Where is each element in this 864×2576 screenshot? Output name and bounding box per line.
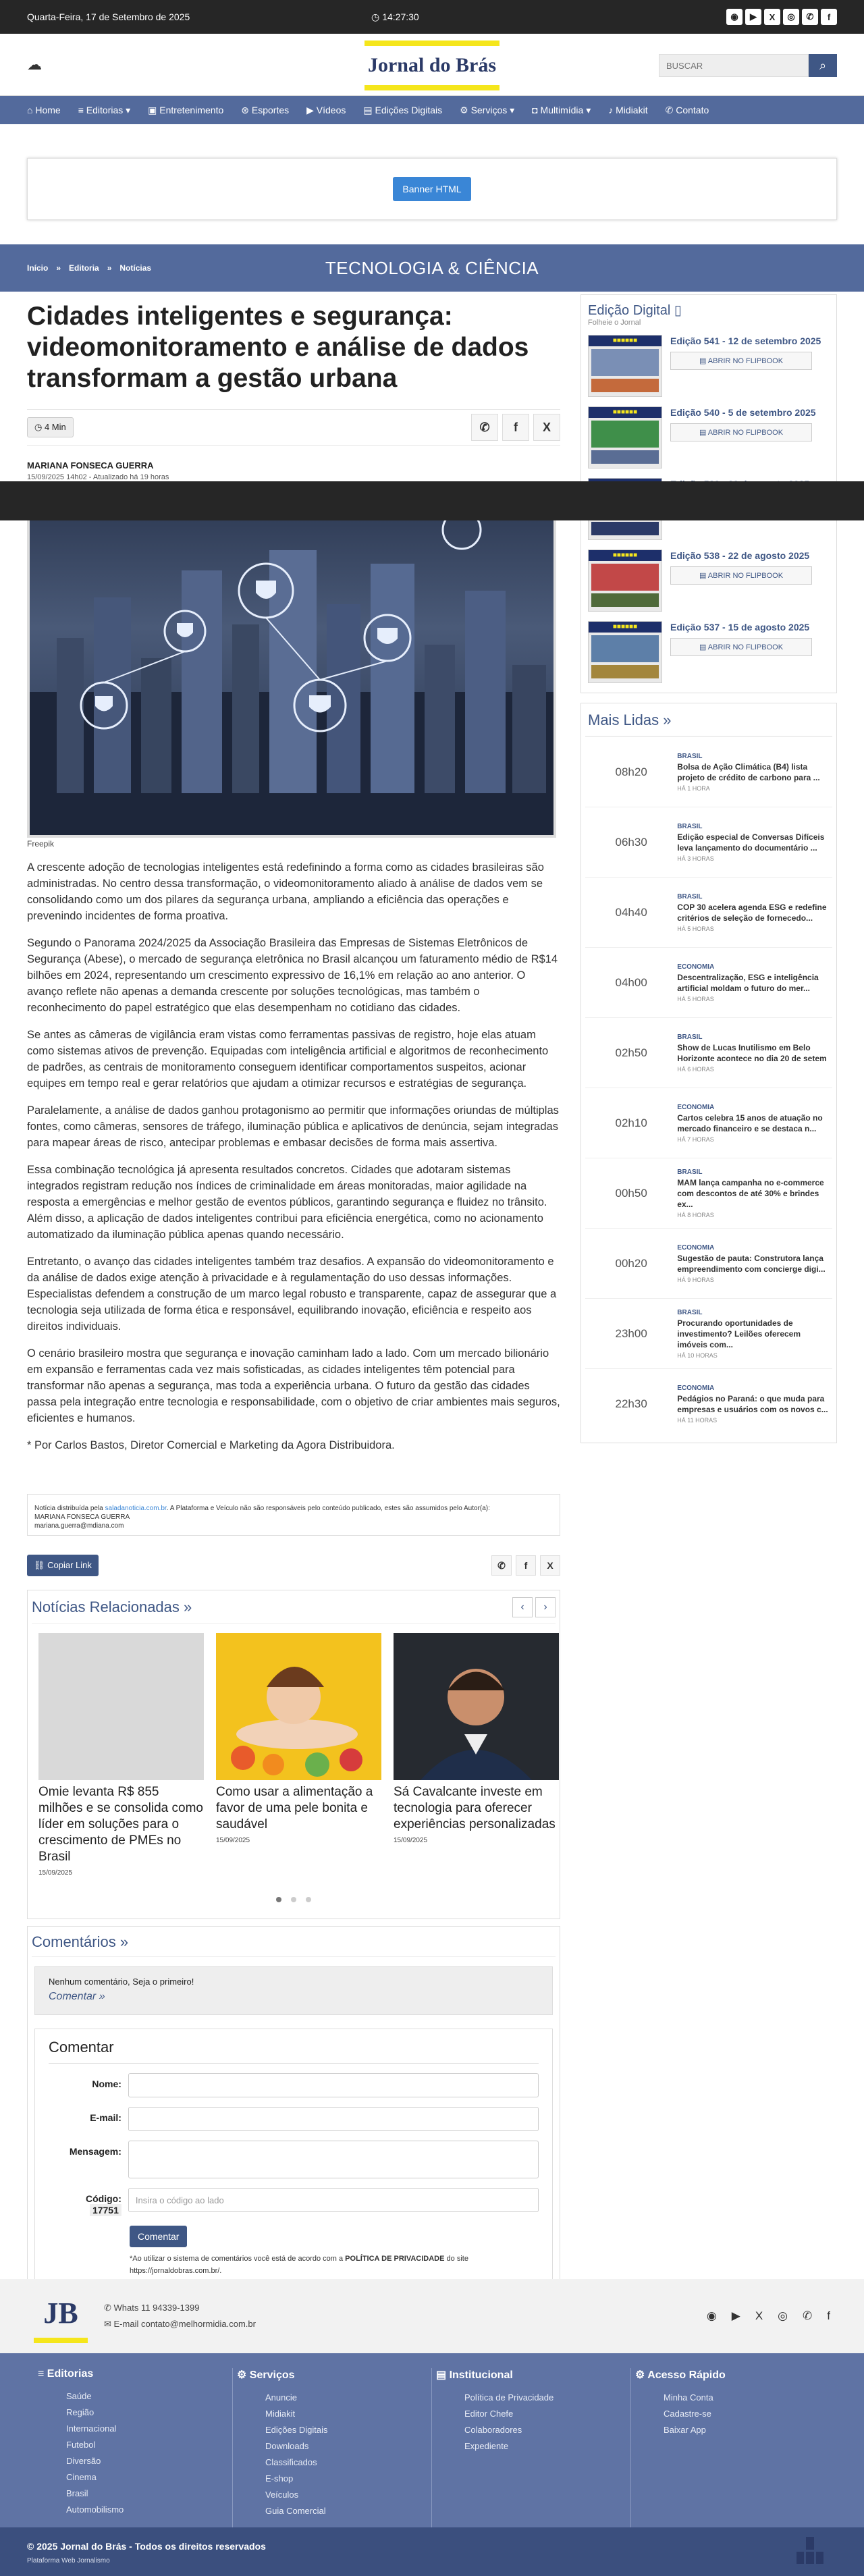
article-paragraph: O cenário brasileiro mostra que segurança e inovação caminham lado a lado. Com um mercado bilionário em expansão e ferramentas cada vez mais sofisticadas, as cidades inteligentes têm potencial para transformar não apenas a segurança, mas toda a experiência urbana. O futuro da gestão das cidades passa pela integração entre tecnologia e responsabilidade, com o objetivo de criar ambientes mais seguros, eficientes e humanos. [27,1347,560,1424]
document-icon: ▤ [699,572,708,580]
facebook-icon[interactable]: f [827,2309,830,2322]
whatsapp-share-icon[interactable]: ✆ [491,1555,512,1576]
most-read-item[interactable]: 04h00 ECONOMIA Descentralização, ESG e inteligência artificial moldam o futuro do mer... HÁ 5 HORAS [585,947,832,1017]
x-icon[interactable]: X [755,2309,763,2322]
clock-icon: ◷ [371,11,380,22]
editions-title: Edição Digital [588,303,671,318]
footer-link[interactable]: Editor Chefe [464,2409,514,2419]
nav-videos[interactable]: ▶ Vídeos [306,104,346,115]
footer-link[interactable]: Minha Conta [664,2392,713,2403]
nav-home[interactable]: ⌂ Home [27,105,61,115]
footer-link[interactable]: Guia Comercial [265,2506,326,2516]
article-paragraph: Paralelamente, a análise de dados ganhou protagonismo ao permitir que informações oriundas de múltiplas fontes, como câmeras, sensores de tráfego, iluminação pública e aplicativos de denúncia, sejam integradas para mapear áreas de risco, antecipar problemas e embasar decisões de forma mais assertiva. [27,1104,559,1149]
article-date: 15/09/2025 14h02 - Atualizado há 19 horas [27,473,169,481]
current-time: ◷ 14:27:30 [371,11,419,22]
read-time-badge: ◷ 4 Min [27,417,74,437]
article-photo [27,487,556,838]
footer-link[interactable]: E-shop [265,2473,294,2484]
related-title: Notícias Relacionadas [32,1599,180,1615]
link-icon: ⛓ [34,1560,48,1570]
flipbook-button[interactable]: ▤ ABRIR NO FLIPBOOK [670,566,812,585]
nav-edicoes[interactable]: ▤ Edições Digitais [363,104,443,115]
footer-column-editorias: ≡ Editorias Saúde Região Internacional Futebol Diversão Cinema Brasil Automobilismo [34,2368,233,2527]
nav-multimidia[interactable]: ◘ Multimídia ▾ [532,104,591,115]
footer-links [0,2353,864,2527]
instagram-icon[interactable]: ◎ [778,2309,788,2322]
facebook-share-icon[interactable]: f [502,414,529,441]
list-icon: ≡ [78,104,86,115]
editions-subtitle: Folheie o Jornal [588,319,641,327]
flipbook-button[interactable]: ▤ ABRIR NO FLIPBOOK [670,423,812,441]
ticket-icon: ▣ [148,104,160,115]
sticky-bar-overlay [0,481,864,520]
nav-servicos[interactable]: ⚙ Serviços ▾ [460,104,515,115]
carousel-dot[interactable] [276,1897,281,1902]
most-read-item[interactable]: 04h40 BRASIL COP 30 acelera agenda ESG e redefine critérios de seleção de fornecedo... HÁ 5 HORAS [585,877,832,947]
article-column [27,292,560,2303]
share-buttons-bottom [491,1555,560,1576]
document-icon: ▤ [436,2369,450,2381]
article-tools [27,409,560,446]
footer-link[interactable]: Colaboradores [464,2425,522,2435]
footer-link[interactable]: Futebol [66,2440,96,2450]
play-icon: ▶ [306,104,317,115]
x-icon[interactable]: X [764,9,780,25]
document-icon: ▤ [363,104,375,115]
footer-column-servicos: ⚙ Serviços Anuncie Midiakit Edições Digitais Downloads Classificados E-shop Veículos Guia Comercial [233,2368,432,2527]
gear-icon: ⚙ [635,2369,648,2381]
document-icon: ▤ [699,643,708,651]
ad-banner [27,158,837,220]
gear-icon: ⚙ [460,104,471,115]
footer-whats[interactable]: Whats 11 94339-1399 [113,2303,200,2313]
footer-link[interactable]: Edições Digitais [265,2425,328,2435]
next-arrow-icon[interactable]: › [535,1597,556,1617]
edition-cover: ■■■■■■ [588,406,662,468]
search-input[interactable] [659,54,809,77]
footer-link[interactable]: Brasil [66,2488,88,2498]
related-thumbnail [216,1633,381,1780]
footer-logo[interactable]: JB [34,2289,88,2343]
edition-cover: ■■■■■■ [588,621,662,683]
most-read-item[interactable]: 23h00 BRASIL Procurando oportunidades de investimento? Leilões oferecem imóveis com... HÁ 10 HORAS [585,1298,832,1368]
x-share-icon[interactable]: X [540,1555,560,1576]
breadcrumb-noticias[interactable]: Notícias [119,263,152,273]
carousel-dot[interactable] [291,1897,296,1902]
whatsapp-share-icon[interactable]: ✆ [471,414,498,441]
article-paragraph: Segundo o Panorama 2024/2025 da Associação Brasileira das Empresas de Sistemas Eletrônicos de Segurança (Abese), o mercado de segurança eletrônica no Brasil alcançou um faturamento médio de R$14 bilhões em 2024, representando um crescimento expressivo de 16,1% em relação ao ano anterior. O avanço reflete não apenas a demanda crescente por soluções tecnológicas, mas também o reconhecimento do papel estratégico que elas desempenham no cotidiano das cidades. [27,937,558,1014]
nav-entretenimento[interactable]: ▣ Entretenimento [148,104,224,115]
related-card[interactable]: Como usar a alimentação a favor de uma pele bonita e saudável 15/09/2025 [216,1633,381,1877]
most-read-item[interactable]: 00h50 BRASIL MAM lança campanha no e-commerce com descontos de até 30% e brindes ex... HÁ 8 HORAS [585,1158,832,1228]
rss-icon[interactable]: ◉ [726,9,742,25]
camera-icon: ◘ [532,104,541,115]
footer-link[interactable]: Cinema [66,2472,97,2482]
footer-link[interactable]: Classificados [265,2457,317,2467]
document-icon: ▤ [699,357,708,365]
breadcrumb-home[interactable]: Início [27,263,49,273]
share-buttons [471,414,560,441]
most-read-item[interactable]: 22h30 ECONOMIA Pedágios no Paraná: o que muda para empresas e usuários com os novos c... HÁ 11 HORAS [585,1368,832,1439]
search-button[interactable] [809,54,837,77]
home-icon: ⌂ [27,105,36,115]
powered-by[interactable]: Plataforma Web Jornalismo [27,2557,110,2565]
distribution-note: Notícia distribuída pela saladanoticia.com.br. A Plataforma e Veículo não são responsáveis pelo conteúdo publicado, estes são assumidos pelo Autor(a): MARIANA FONSECA GUERRA mariana.guerra@mdiana.com [27,1494,560,1536]
site-logo[interactable]: Jornal do Brás [364,41,500,90]
edition-item[interactable]: ■■■■■■ Edição 538 - 22 de agosto 2025 ▤ ABRIR NO FLIPBOOK [585,545,832,617]
footer-link[interactable]: Expediente [464,2441,509,2451]
edition-item[interactable]: ■■■■■■ Edição 537 - 15 de agosto 2025 ▤ ABRIR NO FLIPBOOK [585,617,832,689]
comments-title: Comentários [32,1933,116,1950]
article-actions [27,1555,560,1576]
comment-link[interactable]: Comentar » [49,1991,105,2002]
article-paragraph: A crescente adoção de tecnologias inteligentes está redefinindo a forma como as cidades brasileiras são administradas. No centro dessa transformação, o videomonitoramento aliado à análise de dados vem se consolidando como um dos pilares da segurança urbana, ampliando a eficiência das operações e prevenindo incidentes de forma proativa. [27,861,544,922]
facebook-icon[interactable]: f [821,9,837,25]
footer-link[interactable]: Internacional [66,2423,117,2434]
most-read-item[interactable]: 06h30 BRASIL Edição especial de Conversas Difíceis leva lançamento do documentário ... HÁ 3 HORAS [585,807,832,877]
copy-link-button[interactable]: ⛓ Copiar Link [27,1555,99,1576]
article-paragraph: * Por Carlos Bastos, Diretor Comercial e Marketing da Agora Distribuidora. [27,1439,395,1451]
most-read: Mais Lidas » 08h20 BRASIL Bolsa de Ação Climática (B4) lista projeto de crédito de carbono para ... HÁ 1 HORA 06h30 BRASIL Edição especial de Conversas Difíceis leva lançamento do documentário ... HÁ 3 HORAS 04h40 BRASIL COP 30 acelera agenda ESG e redefine critérios de seleção de fornecedo... HÁ 5 HORAS 04h00 ECONOMIA Descentralização, ESG e inteligência artificial moldam o futuro do mer... HÁ 5 HORAS 02h50 BRASIL Show de Lucas Inutilismo em Belo Horizonte acontece no dia 20 de setem HÁ 6 HORAS 02h10 ECONOMIA Cartos celebra 15 anos de atuação no mercado financeiro e se destaca n... HÁ 7 HORAS 00h50 BRASIL MAM lança campanha no e-commerce com descontos de até 30% e brindes ex... HÁ 8 HORAS 00h20 ECONOMIA Sugestão de pauta: Construtora lança empreendimento com concierge digi... HÁ 9 HORAS 23h00 BRASIL Procurando oportunidades de investimento? Leilões oferecem imóveis com... HÁ 10 HORAS 22h30 ECONOMIA Pedágios no Paraná: o que muda para empresas e usuários com os novos c... HÁ 11 HORAS [580,703,837,1443]
article-body [27,859,560,1453]
bell-icon: ♪ [608,105,616,115]
footer-link[interactable]: Política de Privacidade [464,2392,554,2403]
list-icon: ≡ [38,2368,47,2380]
most-read-item[interactable]: 02h10 ECONOMIA Cartos celebra 15 anos de atuação no mercado financeiro e se destaca n... HÁ 7 HORAS [585,1088,832,1158]
site-header [0,34,864,96]
top-bar [0,0,864,34]
code-field[interactable]: Insira o código ao lado [128,2188,539,2212]
search-form [659,54,837,77]
edition-item[interactable]: ■■■■■■ Edição 541 - 12 de setembro 2025 ▤ ABRIR NO FLIPBOOK [585,331,832,402]
document-icon: ▤ [699,429,708,437]
whatsapp-icon: ✆ [104,2303,114,2313]
most-read-title: Mais Lidas [588,712,659,728]
footer-link[interactable]: Região [66,2407,94,2417]
edition-item[interactable]: ■■■■■■ Edição 540 - 5 de setembro 2025 ▤ ABRIR NO FLIPBOOK [585,402,832,474]
article-paragraph: Entretanto, o avanço das cidades inteligentes também traz desafios. A expansão do videomonitoramento e da análise de dados exige atenção à privacidade e à regulamentação do uso dessas informações. Especialistas defendem a construção de um marco legal robusto e transparente, capaz de assegurar que a tecnologia seja utilizada de forma ética e responsável, equilibrando inovação, eficiência e respeito aos direitos individuais. [27,1256,557,1333]
footer-link[interactable]: Midiakit [265,2409,296,2419]
email-field[interactable] [128,2107,539,2131]
current-date: Quarta-Feira, 17 de Setembro de 2025 [27,11,190,22]
most-read-item[interactable]: 02h50 BRASIL Show de Lucas Inutilismo em Belo Horizonte acontece no dia 20 de setem HÁ 6 HORAS [585,1017,832,1088]
privacy-terms: *Ao utilizar o sistema de comentários você está de acordo com a POLÍTICA DE PRIVACIDADE do site https://jornaldobras.com.br/. [130,2255,468,2275]
envelope-icon: ✉ [104,2319,114,2329]
clock-icon: ◷ [34,422,45,432]
whatsapp-icon[interactable]: ✆ [803,2309,813,2322]
main-content [0,292,864,2567]
caret-down-icon: ▾ [510,104,515,115]
tablet-icon: ▯ [674,303,682,318]
facebook-share-icon[interactable]: f [516,1555,536,1576]
caret-down-icon: ▾ [126,104,131,115]
article-paragraph: Se antes as câmeras de vigilância eram vistas como ferramentas passivas de registro, hoje elas atuam como sistemas ativos de prevenção. Equipadas com inteligência artificial e algoritmos de reconhecimento de padrões, as centrais de monitoramento conseguem identificar comportamentos suspeitos, acionar equipes em tempo real e gerar relatórios que ajudam a otimizar recursos e estratégias de segurança. [27,1029,549,1090]
article-paragraph: Essa combinação tecnológica já apresenta resultados concretos. Cidades que adotaram sistemas integrados registram redução nos índices de criminalidade em áreas monitoradas, maior agilidade na resposta a emergências e melhor gestão de eventos públicos, garantindo segurança e fluidez no trânsito. Além disso, a aplicação de dados inteligentes contribui para eficiência energética, como no acionamento automatizado da iluminação pública apenas quando necessário. [27,1164,547,1241]
breadcrumb-editoria[interactable]: Editoria [69,263,99,273]
footer-column-institucional: ▤ Institucional Política de Privacidade Editor Chefe Colaboradores Expediente [432,2368,631,2527]
youtube-icon[interactable]: ▶ [745,9,761,25]
phone-icon: ✆ [665,104,676,115]
edition-cover: ■■■■■■ [588,335,662,397]
submit-comment-button[interactable]: Comentar [130,2226,187,2247]
footer-link[interactable]: Cadastre-se [664,2409,711,2419]
most-read-item[interactable]: 00h20 ECONOMIA Sugestão de pauta: Construtora lança empreendimento com concierge digi... HÁ 9 HORAS [585,1228,832,1298]
related-thumbnail [38,1633,204,1780]
related-news: Notícias Relacionadas » ‹ › Omie levanta R$ 855 milhões e se consolida como líder em soluções para o crescimento de PMEs no Brasil 15/09/2025 Como usar a alimentação a favor de uma pele bonita e saudável 15/09/2025 Sá Cavalcante investe em tecnologia para oferecer experiências personalizadas 15/09/2025 [27,1590,560,1919]
footer-column-acesso: ⚙ Acesso Rápido Minha Conta Cadastre-se Baixar App [631,2368,830,2527]
footer-link[interactable]: Diversão [66,2456,101,2466]
gear-icon: ⚙ [237,2369,250,2381]
ball-icon: ⊛ [241,104,252,115]
footer-link[interactable]: Veículos [265,2490,299,2500]
category-title: TECNOLOGIA & CIÊNCIA [325,257,539,278]
note-link[interactable]: saladanoticia.com.br [105,1505,167,1512]
cloud-icon[interactable]: ☁ [27,55,42,73]
most-read-item[interactable]: 08h20 BRASIL Bolsa de Ação Climática (B4) lista projeto de crédito de carbono para ... HÁ 1 HORA [585,736,832,807]
caret-down-icon: ▾ [586,104,591,115]
carousel-dot[interactable] [306,1897,311,1902]
copyright-text: © 2025 Jornal do Brás - Todos os direitos reservados [27,2541,266,2552]
no-comments-box: Nenhum comentário, Seja o primeiro! Comentar » [34,1966,553,2015]
youtube-icon[interactable]: ▶ [731,2309,740,2322]
x-share-icon[interactable]: X [533,414,560,441]
breadcrumb: Início » Editoria » Notícias [27,263,152,273]
banner-button[interactable]: Banner HTML [393,177,470,201]
whatsapp-icon[interactable]: ✆ [802,9,818,25]
nav-editorias[interactable]: ≡ Editorias ▾ [78,104,131,115]
message-field[interactable] [128,2141,539,2178]
footer-link[interactable]: Baixar App [664,2425,706,2435]
instagram-icon[interactable]: ◎ [783,9,799,25]
comments-section: Comentários » Nenhum comentário, Seja o primeiro! Comentar » Comentar Nome: E-mail: Mensagem: Código: 17751 Insira o código ao lado Comentar *Ao utilizar o sistema de comentários você está de acordo com a POLÍTICA DE PRIVACIDADE do site https://jornaldobras.com.br/. [27,1926,560,2303]
footer-email[interactable]: E-mail contato@melhormidia.com.br [113,2319,256,2329]
captcha-code: 17751 [90,2204,122,2216]
nav-esportes[interactable]: ⊛ Esportes [241,104,290,115]
comment-form: Comentar Nome: E-mail: Mensagem: Código: 17751 Insira o código ao lado Comentar *Ao utilizar o sistema de comentários você está de acordo com a POLÍTICA DE PRIVACIDADE do site https://jornaldobras.com.br/. [34,2029,553,2291]
related-card[interactable]: Sá Cavalcante investe em tecnologia para oferecer experiências personalizadas 15/09/2025 [394,1633,559,1877]
footer-socials [707,2309,830,2323]
category-bar [0,244,864,292]
privacy-link[interactable]: POLÍTICA DE PRIVACIDADE [345,2255,445,2263]
flipbook-button[interactable]: ▤ ABRIR NO FLIPBOOK [670,352,812,370]
form-title: Comentar [49,2039,539,2064]
sidebar [580,292,837,1443]
main-nav [0,96,864,124]
photo-credit: Freepik [27,839,55,849]
carousel-dots [32,1897,556,1902]
related-thumbnail [394,1633,559,1780]
footer-copyright [0,2527,864,2576]
social-links [726,9,837,25]
smart-city-illustration [30,489,554,835]
prev-arrow-icon[interactable]: ‹ [512,1597,533,1617]
article-author[interactable]: MARIANA FONSECA GUERRA [27,460,154,471]
footer-link[interactable]: Downloads [265,2441,309,2451]
footer-link[interactable]: Saúde [66,2391,92,2401]
flipbook-button[interactable]: ▤ ABRIR NO FLIPBOOK [670,638,812,656]
related-card[interactable]: Omie levanta R$ 855 milhões e se consolida como líder em soluções para o crescimento de PMEs no Brasil 15/09/2025 [38,1633,204,1877]
footer-link[interactable]: Anuncie [265,2392,297,2403]
rss-icon[interactable]: ◉ [706,2309,717,2322]
edition-cover: ■■■■■■ [588,549,662,612]
nav-contato[interactable]: ✆ Contato [665,104,709,115]
footer-link[interactable]: Automobilismo [66,2504,124,2515]
footer-contact [0,2279,864,2353]
grid-icon[interactable] [796,2537,824,2564]
article-title: Cidades inteligentes e segurança: videomonitoramento e análise de dados transformam a gestão urbana [27,302,529,393]
search-icon: ⌕ [819,58,827,72]
nav-midiakit[interactable]: ♪ Midiakit [608,105,648,115]
name-field[interactable] [128,2073,539,2097]
